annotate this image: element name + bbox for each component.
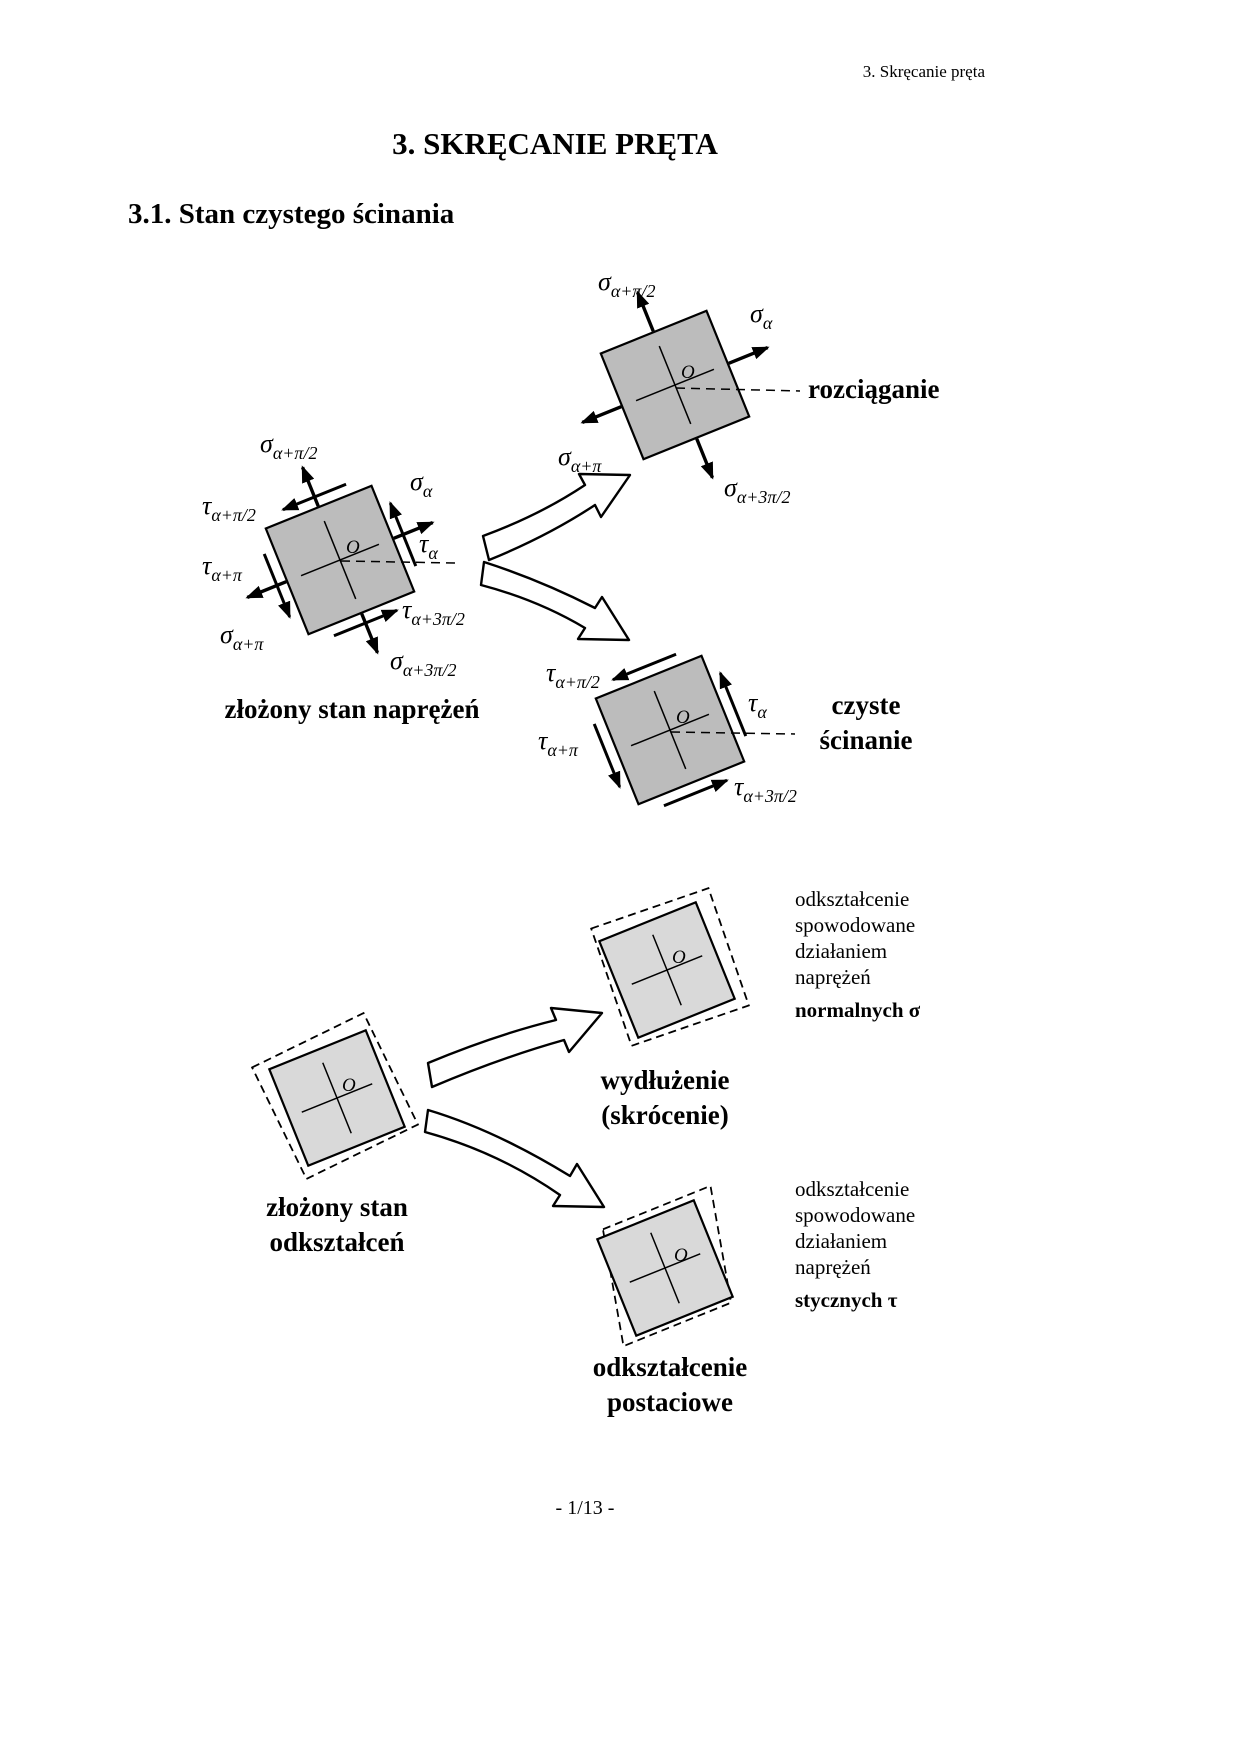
shape-strain-element [597,1186,732,1346]
complex-stress-label: złożony stan naprężeń [224,694,480,724]
tension-label: rozciąganie [808,374,940,404]
normal-stress-note [795,886,920,1023]
note-line: działaniem [795,1229,888,1253]
section-heading: 3.1. Stan czystego ścinania [128,198,455,230]
complex-strain-label-line2: odkształceń [269,1227,405,1257]
note-line: odkształcenie [795,1177,910,1201]
pure-shear-label [819,688,912,758]
flow-arrow-to-elongation [428,1008,602,1087]
shape-strain-label [593,1350,748,1420]
sigma-alpha-pi2-label: $\sigma_{\alpha+\pi/2}$ [260,429,318,463]
shape-strain-label-line1: odkształcenie [592,1352,748,1382]
origin-label: O [676,707,690,728]
tau-alpha-pi-label: $\tau_{\alpha+\pi}$ [202,551,242,585]
note-bold-line: stycznych τ [795,1288,898,1312]
note-line: spowodowane [795,1203,916,1227]
sigma-alpha-pi2-label: $\sigma_{\alpha+\pi/2}$ [598,267,656,301]
complex-strain-label [266,1190,408,1260]
tau-alpha-3pi2-label: $\tau_{\alpha+3\pi/2}$ [734,772,797,806]
sigma-alpha-pi-label: $\sigma_{\alpha+\pi}$ [558,442,602,476]
page-title: 3. SKRĘCANIE PRĘTA [392,126,718,161]
note-line: odkształcenie [795,887,910,911]
sigma-alpha-pi-label: $\sigma_{\alpha+\pi}$ [220,620,264,654]
note-line: działaniem [795,939,888,963]
flow-arrow-to-shape-strain [425,1110,604,1207]
pure-shear-label-line2: ścinanie [819,725,913,755]
origin-label: O [672,947,686,968]
origin-label: O [681,362,695,383]
complex-strain-element [252,1013,418,1179]
page-header: 3. Skręcanie pręta [862,62,985,81]
complex-strain-label-line1: złożony stan [266,1192,408,1222]
shear-stress-note [795,1176,915,1313]
note-line: naprężeń [795,965,871,989]
sigma-alpha-3pi2-label: $\sigma_{\alpha+3\pi/2}$ [390,646,457,680]
sigma-alpha-3pi2-label: $\sigma_{\alpha+3\pi/2}$ [724,473,791,507]
flow-arrow-to-pure-shear [481,562,629,640]
sigma-arrow-bottom [697,439,713,478]
note-line: spowodowane [795,913,916,937]
stress-state-diagram [202,255,805,819]
elongation-label-line1: wydłużenie [600,1065,730,1095]
origin-label: O [342,1075,356,1096]
tau-alpha-pi2-label: $\tau_{\alpha+\pi/2}$ [546,658,600,692]
origin-label: O [674,1245,688,1266]
elongation-label [600,1063,729,1133]
tau-alpha-label: $\tau_\alpha$ [419,529,438,563]
elongation-strain-element [591,888,749,1046]
tau-alpha-pi-label: $\tau_{\alpha+\pi}$ [538,726,578,760]
origin-label: O [346,537,360,558]
elongation-label-line2: (skrócenie) [601,1100,729,1130]
sigma-alpha-label: $\sigma_\alpha$ [410,467,433,501]
complex-stress-element [202,429,470,690]
tau-alpha-label: $\tau_\alpha$ [748,688,767,722]
shape-strain-label-line2: postaciowe [607,1387,733,1417]
note-bold-line: normalnych σ [795,998,921,1022]
sigma-arrow-left [582,407,621,423]
sigma-alpha-label: $\sigma_\alpha$ [750,299,773,333]
page-number: - 1/13 - [555,1497,615,1519]
tau-alpha-3pi2-label: $\tau_{\alpha+3\pi/2}$ [402,595,465,629]
flow-arrow-to-tension [483,474,630,560]
note-line: naprężeń [795,1255,871,1279]
pure-shear-label-line1: czyste [831,690,901,720]
pure-shear-element [538,641,797,818]
tau-alpha-pi2-label: $\tau_{\alpha+\pi/2}$ [202,491,256,525]
sigma-arrow-right [729,348,768,364]
